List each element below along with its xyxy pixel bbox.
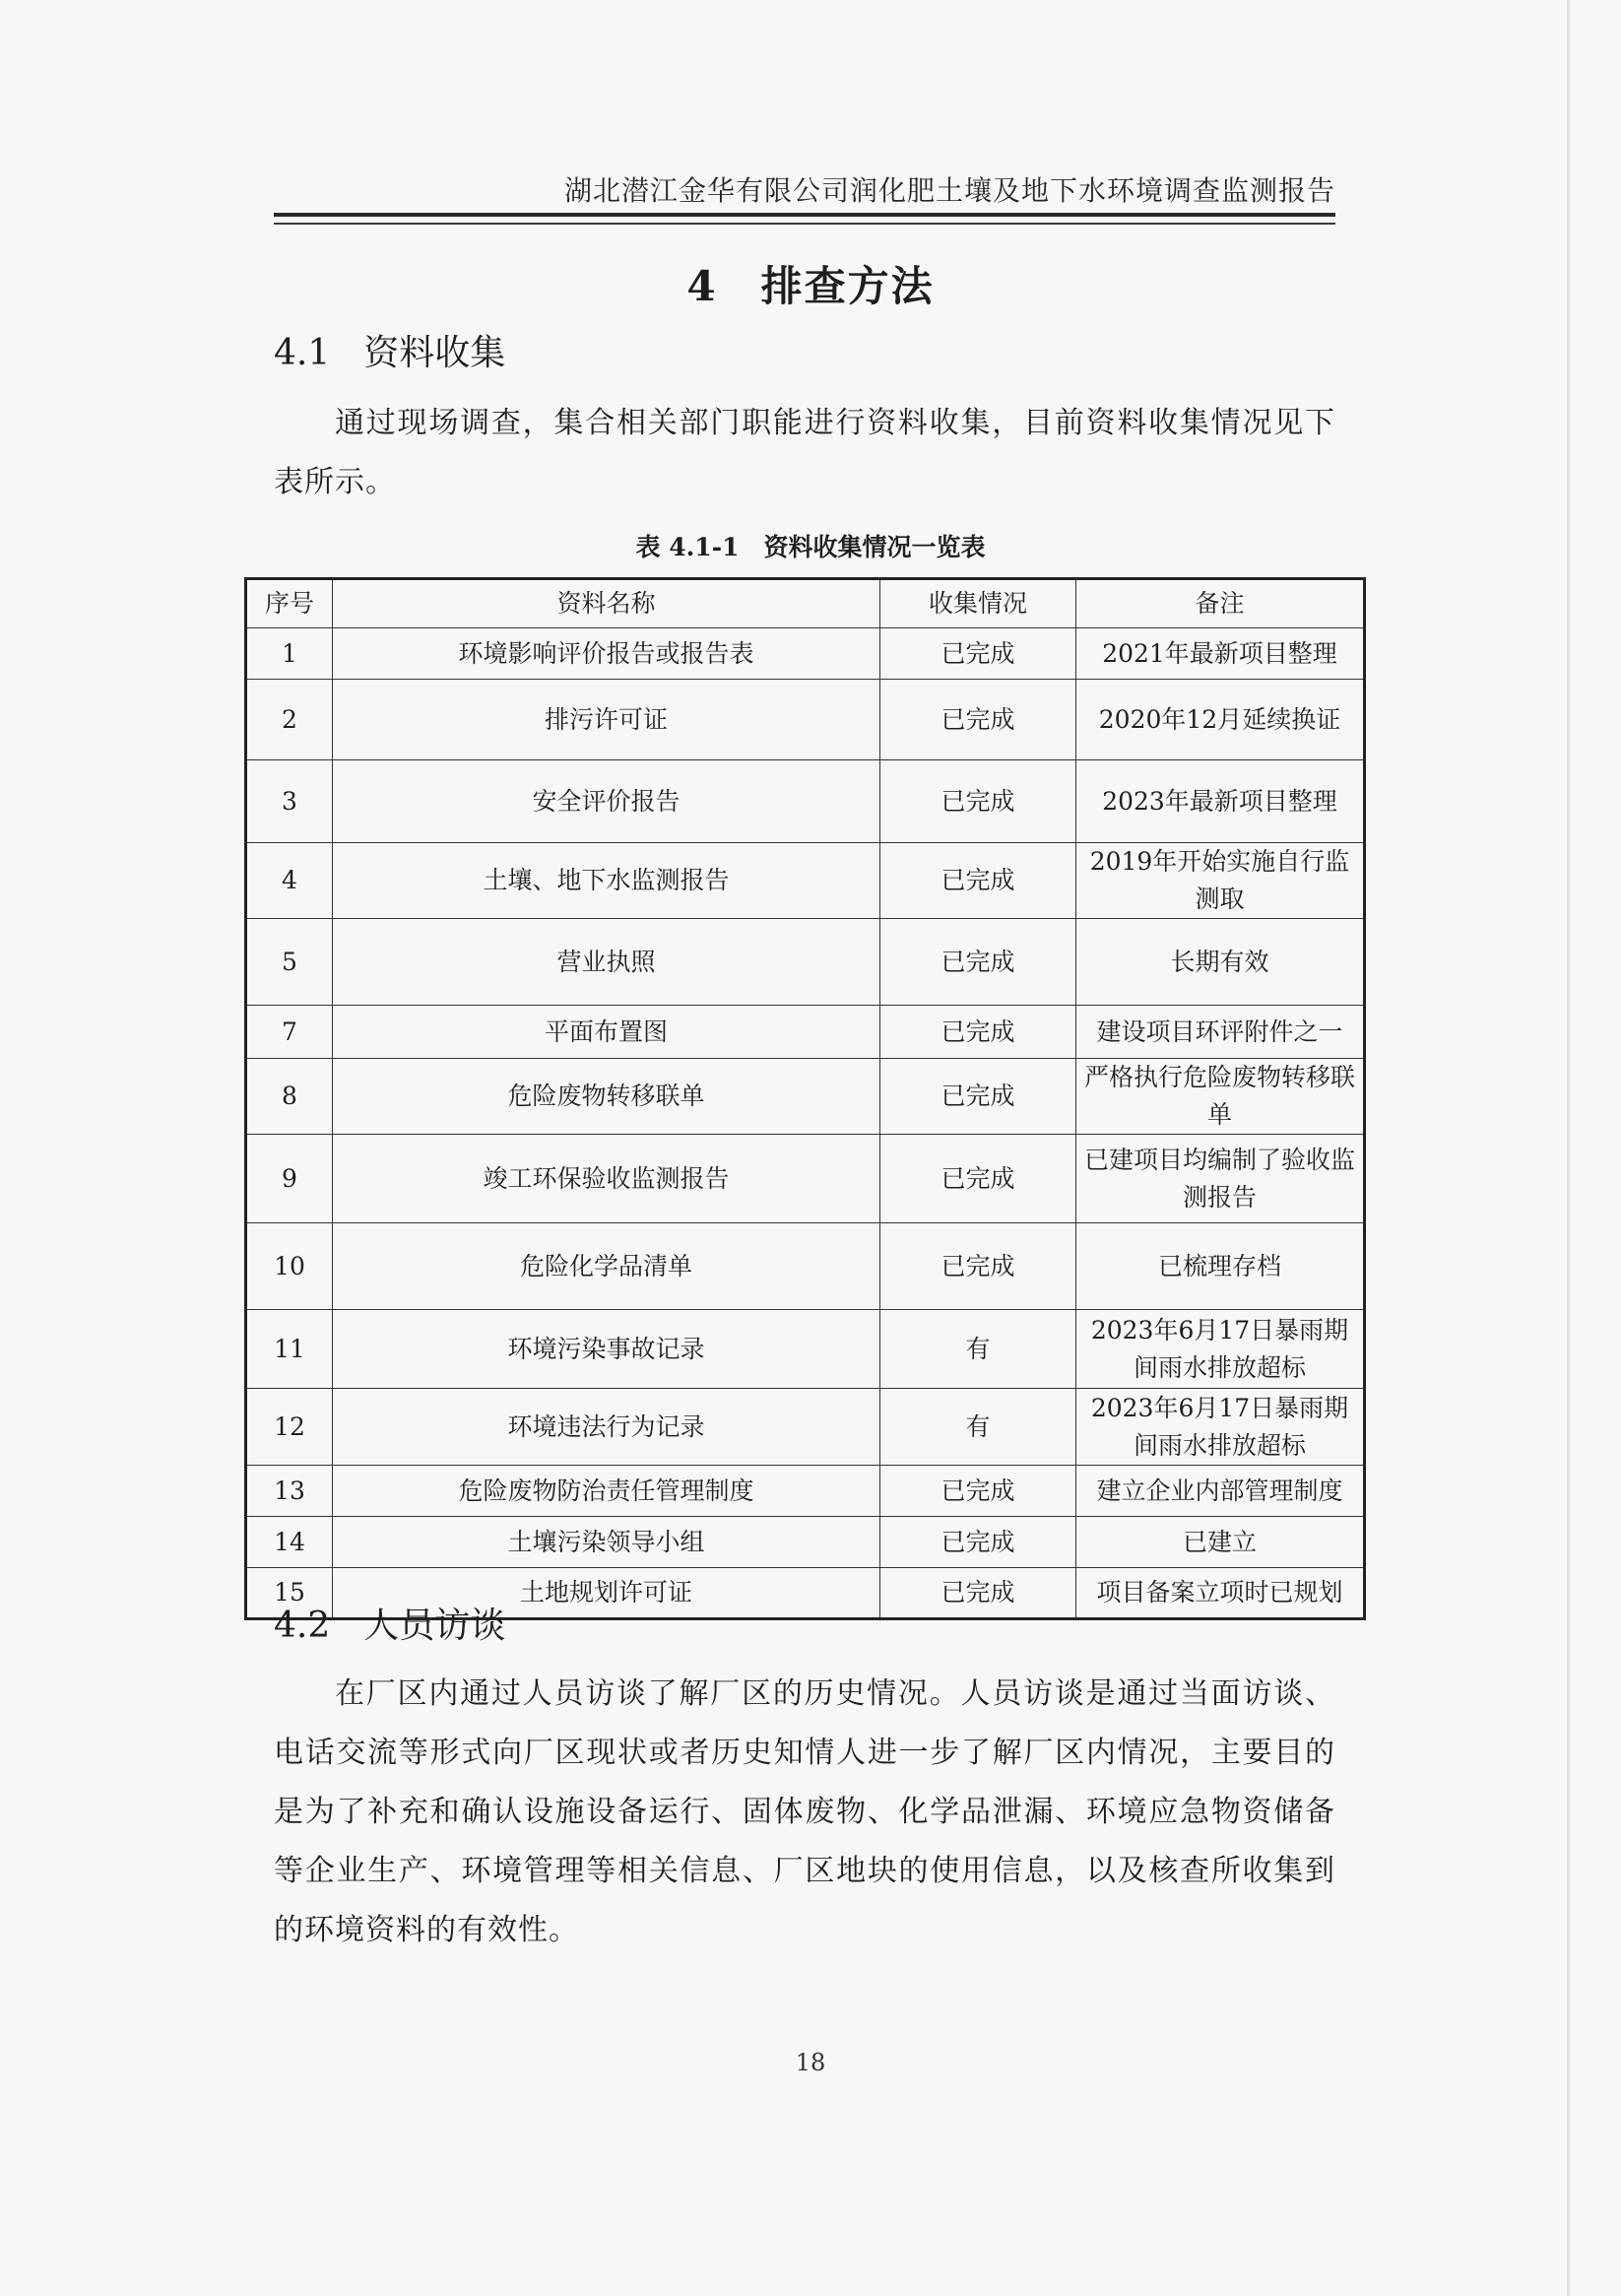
cell-status: 有: [880, 1310, 1076, 1389]
cell-note: 2019年开始实施自行监测取: [1076, 843, 1365, 919]
cell-status: 已完成: [880, 1568, 1076, 1619]
paragraph-interviews: 在厂区内通过人员访谈了解厂区的历史情况。人员访谈是通过当面访谈、电话交流等形式向厂区现状或者历史知情人进一步了解厂区内情况，主要目的是为了补充和确认设施设备运行、固体废物、化学品泄漏、环境应急物资储备等企业生产、环境管理等相关信息、厂区地块的使用信息，以及核查所收集到的环境资料的有效性。: [274, 1676, 1335, 1947]
cell-name: 安全评价报告: [333, 760, 880, 843]
cell-note: 已建立: [1076, 1517, 1365, 1568]
header-rule-thick: [274, 213, 1335, 217]
section-heading-4-2: [274, 1598, 505, 1648]
cell-note: 建立企业内部管理制度: [1076, 1466, 1365, 1517]
chapter-title: 4 排查方法: [686, 262, 935, 310]
page-number: 18: [795, 2049, 826, 2076]
cell-name: 竣工环保验收监测报告: [333, 1135, 880, 1223]
table-row: [246, 628, 1365, 680]
table-row: [246, 1389, 1365, 1466]
cell-status: 已完成: [880, 1135, 1076, 1223]
section-heading-4-1: [274, 325, 505, 375]
cell-no: 11: [246, 1310, 333, 1389]
table-row: [246, 680, 1365, 760]
cell-status: 已完成: [880, 919, 1076, 1006]
cell-status: 已完成: [880, 760, 1076, 843]
table-row: [246, 843, 1365, 919]
section-number: 4.1: [274, 333, 331, 373]
cell-no: 4: [246, 843, 333, 919]
cell-note: 已建项目均编制了验收监测报告: [1076, 1135, 1365, 1223]
cell-no: 3: [246, 760, 333, 843]
cell-no: 13: [246, 1466, 333, 1517]
cell-no: 8: [246, 1059, 333, 1135]
cell-name: 环境影响评价报告或报告表: [333, 628, 880, 680]
table-row: [246, 1006, 1365, 1059]
column-header: 收集情况: [880, 579, 1076, 628]
table-row: [246, 919, 1365, 1006]
cell-no: 15: [246, 1568, 333, 1619]
cell-no: 7: [246, 1006, 333, 1059]
cell-status: 有: [880, 1389, 1076, 1466]
cell-note: 2023年6月17日暴雨期间雨水排放超标: [1076, 1389, 1365, 1466]
cell-no: 12: [246, 1389, 333, 1466]
cell-no: 10: [246, 1223, 333, 1310]
cell-note: 2021年最新项目整理: [1076, 628, 1365, 680]
cell-status: 已完成: [880, 1517, 1076, 1568]
table-row: [246, 1310, 1365, 1389]
cell-name: 环境违法行为记录: [333, 1389, 880, 1466]
cell-name: 排污许可证: [333, 680, 880, 760]
cell-no: 9: [246, 1135, 333, 1223]
cell-note: 2023年6月17日暴雨期间雨水排放超标: [1076, 1310, 1365, 1389]
cell-name: 土壤污染领导小组: [333, 1517, 880, 1568]
table-header-row: [246, 579, 1365, 628]
cell-no: 5: [246, 919, 333, 1006]
cell-name: 危险废物转移联单: [333, 1059, 880, 1135]
section-title-text: 人员访谈: [363, 1606, 506, 1646]
cell-name: 土地规划许可证: [333, 1568, 880, 1619]
cell-note: 项目备案立项时已规划: [1076, 1568, 1365, 1619]
paragraph-data-collection: 通过现场调查，集合相关部门职能进行资料收集，目前资料收集情况见下表所示。: [274, 406, 1335, 499]
section-title-text: 资料收集: [363, 333, 506, 373]
cell-name: 土壤、地下水监测报告: [333, 843, 880, 919]
running-header: 湖北潜江金华有限公司润化肥土壤及地下水环境调查监测报告: [563, 174, 1335, 207]
cell-status: 已完成: [880, 680, 1076, 760]
column-header: 序号: [246, 579, 333, 628]
cell-status: 已完成: [880, 1059, 1076, 1135]
cell-name: 平面布置图: [333, 1006, 880, 1059]
scan-edge-line: [1567, 0, 1570, 2296]
cell-status: 已完成: [880, 628, 1076, 680]
cell-name: 营业执照: [333, 919, 880, 1006]
section-number: 4.2: [274, 1606, 331, 1646]
cell-name: 危险废物防治责任管理制度: [333, 1466, 880, 1517]
table-row: [246, 760, 1365, 843]
table-caption: 表 4.1-1 资料收集情况一览表: [635, 533, 986, 561]
cell-no: 1: [246, 628, 333, 680]
cell-status: 已完成: [880, 1006, 1076, 1059]
cell-note: 严格执行危险废物转移联单: [1076, 1059, 1365, 1135]
cell-note: 建设项目环评附件之一: [1076, 1006, 1365, 1059]
column-header: 备注: [1076, 579, 1365, 628]
cell-status: 已完成: [880, 1223, 1076, 1310]
table-row: [246, 1466, 1365, 1517]
header-rule-thin: [274, 223, 1335, 225]
table-row: [246, 1135, 1365, 1223]
cell-status: 已完成: [880, 843, 1076, 919]
data-collection-table: [244, 577, 1366, 1620]
cell-no: 2: [246, 680, 333, 760]
table-row: [246, 1059, 1365, 1135]
cell-name: 危险化学品清单: [333, 1223, 880, 1310]
cell-note: 2023年最新项目整理: [1076, 760, 1365, 843]
cell-note: 已梳理存档: [1076, 1223, 1365, 1310]
cell-name: 环境污染事故记录: [333, 1310, 880, 1389]
cell-status: 已完成: [880, 1466, 1076, 1517]
cell-note: 长期有效: [1076, 919, 1365, 1006]
column-header: 资料名称: [333, 579, 880, 628]
cell-no: 14: [246, 1517, 333, 1568]
cell-note: 2020年12月延续换证: [1076, 680, 1365, 760]
table-row: [246, 1223, 1365, 1310]
table-row: [246, 1517, 1365, 1568]
